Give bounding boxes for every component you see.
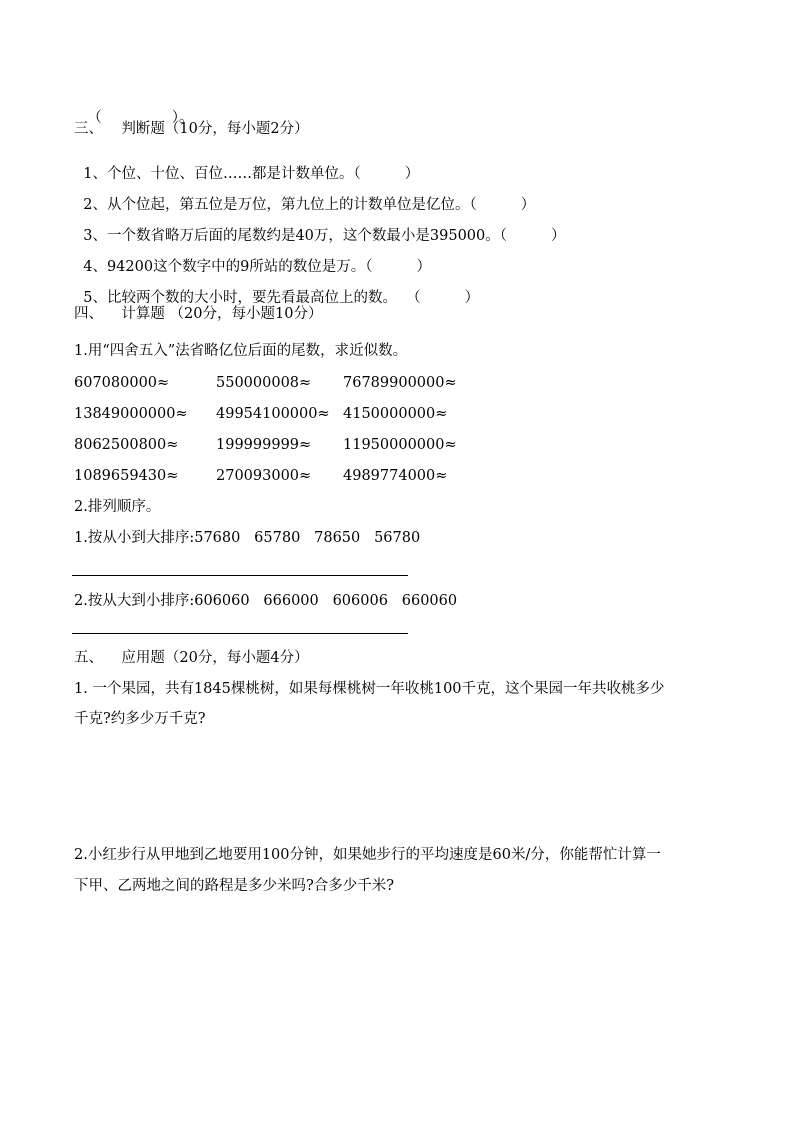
calc-cell: 49954100000≈ <box>216 406 330 422</box>
paren-close: ） <box>404 165 420 182</box>
calc-q2-title: 2.排列顺序。 <box>74 499 161 515</box>
problem-1-line-2: 千克?约多少万千克? <box>74 711 206 727</box>
calc-cell: 13849000000≈ <box>74 406 188 422</box>
calc-cell: 4989774000≈ <box>343 468 448 484</box>
judge-item-4 <box>74 245 431 274</box>
paren-close: ） <box>416 258 432 275</box>
judge-item-text: 3、一个数省略万后面的尾数约是40万，这个数最小是395000。（ <box>83 227 507 244</box>
problem-2-line-2: 下甲、乙两地之间的路程是多少米吗?合多少千米? <box>74 878 395 894</box>
section-4-heading: 四、 计算题 （20分，每小题10分） <box>74 306 323 322</box>
judge-item-2 <box>74 183 535 212</box>
answer-line[interactable] <box>72 575 408 576</box>
problem-1-line-1: 1. 一个果园，共有1845棵桃树，如果每棵桃树一年收桃100千克，这个果园一年共收桃多少 <box>74 681 665 697</box>
calc-cell: 76789900000≈ <box>343 375 457 391</box>
calc-cell: 8062500800≈ <box>74 437 179 453</box>
section-3-heading: 三、 判断题（10分，每小题2分） <box>74 121 309 137</box>
answer-line[interactable] <box>72 633 408 634</box>
calc-cell: 199999999≈ <box>216 437 312 453</box>
judge-item-3 <box>74 214 566 243</box>
calc-q1-title: 1.用“四舍五入”法省略亿位后面的尾数，求近似数。 <box>74 343 408 359</box>
calc-cell: 4150000000≈ <box>343 406 448 422</box>
problem-2-line-1: 2.小红步行从甲地到乙地要用100分钟，如果她步行的平均速度是60米/分，你能帮忙计算一 <box>74 847 661 863</box>
calc-cell: 270093000≈ <box>216 468 312 484</box>
judge-item-5 <box>74 276 479 305</box>
judge-item-text: 5、比较两个数的大小时，要先看最高位上的数。 （ <box>83 289 421 306</box>
judge-item-1 <box>74 152 419 181</box>
paren-close: ） <box>551 227 566 244</box>
judge-item-text: 2、从个位起，第五位是万位，第九位上的计数单位是亿位。（ <box>83 196 477 213</box>
calc-cell: 1089659430≈ <box>74 468 179 484</box>
paren-open: （ <box>87 109 102 126</box>
paren-close: ） <box>520 196 536 213</box>
judge-item-text: 1、个位、十位、百位……都是计数单位。（ <box>83 165 361 182</box>
calc-cell: 550000008≈ <box>216 375 312 391</box>
paren-close: ） <box>464 289 480 306</box>
sort-question-2: 2.按从大到小排序:606060 666000 606006 660060 <box>74 593 458 609</box>
section-5-heading: 五、 应用题（20分，每小题4分） <box>74 650 309 666</box>
calc-cell: 607080000≈ <box>74 375 170 391</box>
calc-cell: 11950000000≈ <box>343 437 457 453</box>
sort-question-1: 1.按从小到大排序:57680 65780 78650 56780 <box>74 530 421 546</box>
paren-close: ）。 <box>171 109 194 126</box>
judge-item-text: 4、94200这个数字中的9所站的数位是万。（ <box>83 258 373 275</box>
